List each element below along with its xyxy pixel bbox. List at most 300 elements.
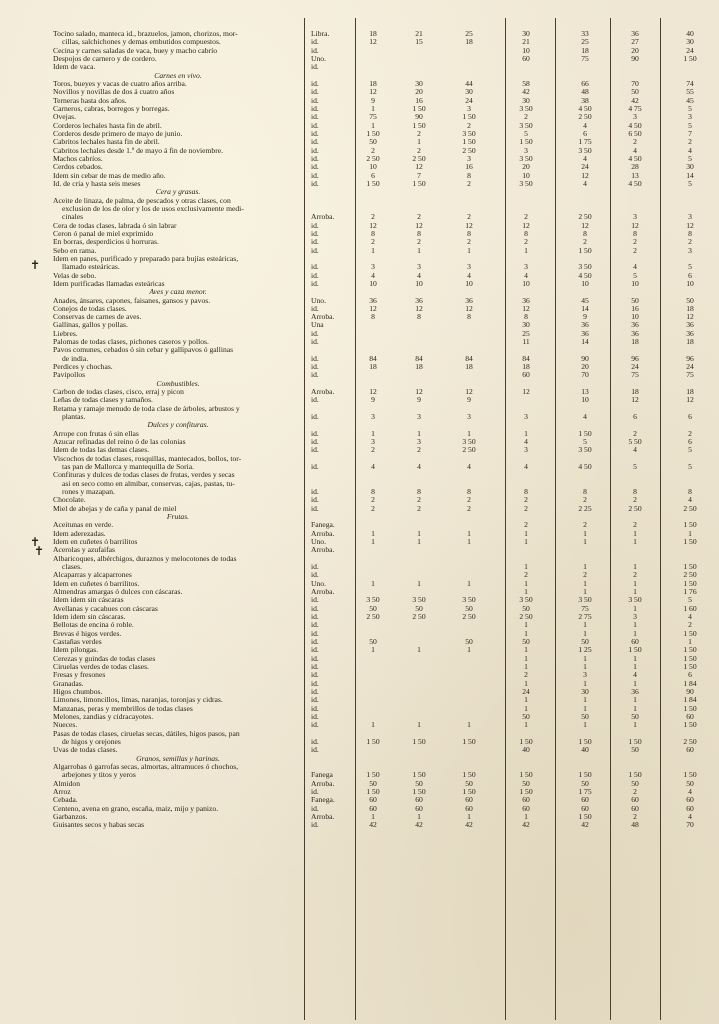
price-cell: 75	[581, 603, 589, 613]
price-cell: 2	[371, 495, 375, 505]
unit-cell: id.	[311, 686, 319, 696]
table-row	[0, 721, 719, 729]
price-cell: 3	[417, 437, 421, 447]
item-label: Pavos comunes, cebados ó sin cebar y gallipavos ó gallinas	[53, 346, 234, 355]
price-cell: 6	[688, 437, 692, 447]
table-row	[0, 680, 719, 688]
item-label: Ceron ó panal de miel exprimido	[53, 229, 154, 238]
price-cell: 1	[524, 628, 528, 638]
table-row	[0, 821, 719, 829]
price-cell: 60	[686, 711, 694, 721]
unit-cell: id.	[311, 495, 319, 505]
price-cell: 25	[581, 37, 589, 47]
price-cell: 48	[631, 820, 639, 830]
unit-cell: Arroba.	[311, 586, 335, 596]
item-label: Idem purificadas llamadas esteáricas	[53, 279, 165, 288]
table-row	[0, 738, 719, 746]
price-cell: 2 50	[578, 112, 592, 122]
unit-cell: id.	[311, 137, 319, 147]
price-cell: 6	[688, 270, 692, 280]
item-label: de india.	[62, 354, 89, 363]
price-cell: 36	[686, 328, 694, 338]
price-cell: 3 50	[412, 595, 426, 605]
item-label: Idem de vaca.	[53, 63, 96, 72]
price-cell: 1	[688, 636, 692, 646]
price-cell: 2	[371, 237, 375, 247]
price-cell: 1 50	[683, 645, 697, 655]
price-cell: 2	[583, 495, 587, 505]
price-cell: 12	[415, 303, 423, 313]
table-row	[0, 713, 719, 721]
price-cell: 4 50	[578, 103, 592, 113]
item-label: Granadas.	[53, 679, 84, 688]
price-cell: 3 50	[519, 120, 533, 130]
table-row	[0, 571, 719, 579]
price-cell: 1	[583, 578, 587, 588]
table-row	[0, 413, 719, 421]
unit-cell: id.	[311, 220, 319, 230]
section-heading	[0, 755, 719, 763]
price-cell: 4	[688, 786, 692, 796]
item-label: Corderos desde primero de mayo de junio.	[53, 129, 183, 138]
price-cell: 4	[633, 262, 637, 272]
price-cell: 12	[415, 220, 423, 230]
price-cell: 60	[686, 745, 694, 755]
price-cell: 2	[688, 137, 692, 147]
price-cell: 1 50	[462, 137, 476, 147]
price-cell: 2	[524, 212, 528, 222]
price-cell: 1	[417, 137, 421, 147]
price-cell: 90	[686, 686, 694, 696]
price-cell: 60	[465, 795, 473, 805]
price-cell: 1	[633, 578, 637, 588]
table-row	[0, 521, 719, 529]
item-label: Carneros, cabras, borregos y borregas.	[53, 104, 170, 113]
item-label: Idem en panes, purificado y preparado para bujías esteáricas,	[53, 254, 239, 263]
price-cell: 4	[371, 270, 375, 280]
price-cell: 30	[522, 320, 530, 330]
section-title: Aves y caza menor.	[149, 288, 207, 297]
unit-cell: id.	[311, 278, 319, 288]
price-cell: 25	[465, 29, 473, 38]
price-cell: 1	[524, 661, 528, 671]
price-cell: 1 50	[628, 736, 642, 746]
price-cell: 36	[686, 320, 694, 330]
item-label: rones y mazapan.	[62, 488, 115, 497]
table-row	[0, 105, 719, 113]
price-cell: 8	[371, 312, 375, 322]
price-cell: 18	[465, 362, 473, 372]
item-label: Tocino salado, manteca id., brazuelos, jamon, chorizos, mor-	[53, 30, 238, 38]
item-label: Cerdos cebados.	[53, 163, 103, 172]
table-row	[0, 663, 719, 671]
price-cell: 30	[415, 78, 423, 88]
unit-cell: id.	[311, 661, 319, 671]
item-label: Liebres.	[53, 329, 78, 338]
price-cell: 50	[581, 711, 589, 721]
unit-cell: Arroba.	[311, 387, 335, 397]
item-label: Idem idem sin cáscaras	[53, 596, 124, 605]
price-cell: 8	[467, 170, 471, 180]
price-cell: 1	[524, 653, 528, 663]
price-cell: 12	[631, 220, 639, 230]
price-cell: 1	[524, 562, 528, 571]
price-cell: 1 50	[412, 103, 426, 113]
item-label: Alcaparras y alcaparrones	[53, 571, 132, 580]
unit-cell: id.	[311, 562, 319, 571]
price-cell: 4 50	[628, 120, 642, 130]
price-cell: 5	[633, 270, 637, 280]
price-cell: 2	[633, 570, 637, 580]
table-row	[0, 538, 719, 546]
unit-cell: Uno.	[311, 578, 326, 588]
price-cell: 96	[686, 353, 694, 363]
price-cell: 24	[581, 162, 589, 172]
price-cell: 2 50	[683, 736, 697, 746]
item-label: Velas de sebo.	[53, 271, 97, 280]
item-label: Higos chumbos.	[53, 687, 103, 696]
price-cell: 1	[633, 528, 637, 538]
price-cell: 1	[371, 811, 375, 821]
price-cell: 1 50	[683, 53, 697, 63]
price-cell: 16	[631, 303, 639, 313]
item-label: Cabritos lechales hasta fin de abril.	[53, 138, 160, 147]
item-label: Toros, bueyes y vacas de cuatro años arriba.	[53, 79, 187, 88]
item-label: Idem en cuñetes ó barrilitos.	[53, 579, 140, 588]
price-cell: 60	[415, 795, 423, 805]
price-cell: 30	[522, 29, 530, 38]
price-cell: 8	[371, 487, 375, 497]
price-cell: 2	[371, 503, 375, 513]
price-cell: 12	[465, 387, 473, 397]
price-cell: 1	[524, 703, 528, 713]
price-cell: 1	[583, 528, 587, 538]
item-label: Castañas verdes	[53, 637, 102, 646]
price-cell: 2 50	[462, 611, 476, 621]
price-cell: 5	[688, 595, 692, 605]
price-cell: 12	[369, 387, 377, 397]
table-row	[0, 338, 719, 346]
price-cell: 4	[688, 145, 692, 155]
unit-cell: id.	[311, 120, 319, 130]
price-cell: 8	[524, 487, 528, 497]
price-cell: 1	[524, 578, 528, 588]
price-cell: 1 50	[519, 770, 533, 780]
price-cell: 33	[581, 29, 589, 38]
item-label: Uvas de todas clases.	[53, 746, 118, 755]
price-cell: 5	[583, 437, 587, 447]
table-row	[0, 596, 719, 604]
price-cell: 74	[686, 78, 694, 88]
price-cell: 1	[417, 537, 421, 547]
table-row	[0, 88, 719, 96]
price-cell: 30	[522, 95, 530, 105]
section-heading	[0, 288, 719, 296]
item-label: Gallinas, gallos y pollas.	[53, 321, 128, 330]
price-cell: 2 50	[628, 503, 642, 513]
unit-cell: id.	[311, 611, 319, 621]
price-cell: 1	[583, 586, 587, 596]
price-cell: 2 50	[683, 570, 697, 580]
item-label: Sebo en rama.	[53, 246, 97, 255]
table-row	[0, 122, 719, 130]
price-cell: 3 50	[366, 595, 380, 605]
price-cell: 45	[581, 295, 589, 305]
price-cell: 50	[522, 636, 530, 646]
unit-cell: Uno.	[311, 537, 326, 547]
price-cell: 3	[524, 412, 528, 422]
price-cell: 50	[522, 603, 530, 613]
item-label: Retama y ramaje menudo de toda clase de árboles, arbustos y	[53, 404, 240, 413]
price-cell: 1 50	[683, 653, 697, 663]
price-cell: 9	[583, 312, 587, 322]
price-cell: 2	[417, 237, 421, 247]
price-cell: 2	[371, 145, 375, 155]
unit-cell: Fanega.	[311, 520, 335, 530]
price-cell: 2	[524, 520, 528, 530]
price-cell: 4	[524, 462, 528, 472]
price-cell: 30	[686, 37, 694, 47]
price-cell: 38	[581, 95, 589, 105]
price-cell: 1	[524, 645, 528, 655]
unit-cell: id.	[311, 462, 319, 472]
price-cell: 60	[686, 803, 694, 813]
price-cell: 8	[417, 228, 421, 238]
unit-cell: id.	[311, 87, 319, 97]
price-cell: 3 50	[628, 595, 642, 605]
item-label: exclusion de los de olor y los de usos exclusivamente medi-	[62, 204, 244, 213]
unit-cell: id.	[311, 595, 319, 605]
price-cell: 2	[417, 495, 421, 505]
price-cell: 1	[371, 103, 375, 113]
unit-cell: id.	[311, 112, 319, 122]
price-cell: 50	[581, 636, 589, 646]
table-row	[0, 763, 719, 771]
price-cell: 4 50	[578, 462, 592, 472]
item-label: Carbon de todas clases, cisco, erraj y picon	[53, 388, 184, 397]
unit-cell: id.	[311, 711, 319, 721]
price-cell: 3 50	[462, 128, 476, 138]
price-cell: 60	[522, 795, 530, 805]
price-cell: 66	[581, 78, 589, 88]
price-cell: 1 60	[683, 603, 697, 613]
price-cell: 60	[522, 803, 530, 813]
price-cell: 1 50	[519, 137, 533, 147]
table-row	[0, 147, 719, 155]
price-cell: 3	[688, 212, 692, 222]
item-label: clases.	[62, 563, 83, 571]
price-cell: 50	[686, 295, 694, 305]
price-cell: 1 50	[628, 770, 642, 780]
price-cell: 24	[686, 362, 694, 372]
price-cell: 16	[465, 162, 473, 172]
unit-cell: id.	[311, 337, 319, 347]
price-cell: 14	[686, 170, 694, 180]
price-cell: 1 50	[412, 770, 426, 780]
price-cell: 1	[524, 428, 528, 438]
price-cell: 6	[583, 128, 587, 138]
price-cell: 5	[688, 103, 692, 113]
unit-cell: id.	[311, 820, 319, 830]
price-cell: 75	[686, 370, 694, 380]
unit-cell: id.	[311, 395, 319, 405]
price-cell: 1	[583, 562, 587, 571]
price-cell: 4	[688, 611, 692, 621]
price-cell: 2	[524, 237, 528, 247]
price-cell: 12	[415, 162, 423, 172]
price-cell: 9	[467, 395, 471, 405]
price-cell: 3 50	[519, 595, 533, 605]
table-row	[0, 222, 719, 230]
price-cell: 42	[631, 95, 639, 105]
price-cell: 1	[633, 586, 637, 596]
price-cell: 10	[465, 278, 473, 288]
unit-cell: id.	[311, 437, 319, 447]
price-cell: 2	[417, 445, 421, 455]
price-cell: 1	[371, 537, 375, 547]
price-cell: 1 50	[578, 770, 592, 780]
price-cell: 12	[369, 220, 377, 230]
price-cell: 3	[524, 445, 528, 455]
unit-cell: id.	[311, 412, 319, 422]
item-label: Algarrobas ó garrofas secas, almortas, altramuces ó chochos,	[53, 762, 239, 771]
table-row	[0, 805, 719, 813]
price-cell: 4	[417, 270, 421, 280]
price-cell: 10	[581, 395, 589, 405]
price-cell: 28	[631, 162, 639, 172]
price-cell: 4	[583, 120, 587, 130]
item-label: Brevas é higos verdes.	[53, 629, 122, 638]
price-cell: 13	[631, 170, 639, 180]
price-cell: 10	[522, 170, 530, 180]
price-cell: 1	[524, 528, 528, 538]
price-cell: 1	[583, 628, 587, 638]
price-cell: 4 50	[628, 153, 642, 163]
item-label: Palomas de todas clases, pichones caseros y pollos.	[53, 338, 209, 347]
item-label: Id. de cria y hasta seis meses	[53, 179, 141, 188]
price-cell: 2	[583, 237, 587, 247]
price-cell: 60	[369, 803, 377, 813]
price-cell: 2	[633, 137, 637, 147]
price-cell: 2	[467, 120, 471, 130]
table-row	[0, 505, 719, 513]
unit-cell: id.	[311, 145, 319, 155]
price-cell: 1	[371, 720, 375, 730]
price-cell: 4	[417, 462, 421, 472]
table-row	[0, 471, 719, 479]
item-label: cinales	[62, 213, 84, 222]
price-cell: 8	[633, 228, 637, 238]
price-cell: 3 50	[578, 595, 592, 605]
unit-cell: id.	[311, 720, 319, 730]
unit-cell: id.	[311, 670, 319, 680]
price-cell: 60	[581, 795, 589, 805]
table-row	[0, 813, 719, 821]
price-cell: 12	[686, 395, 694, 405]
price-cell: 50	[522, 711, 530, 721]
price-cell: 5	[688, 178, 692, 188]
price-cell: 1 50	[683, 578, 697, 588]
price-cell: 1 84	[683, 678, 697, 688]
price-cell: 4	[633, 145, 637, 155]
price-cell: 20	[581, 362, 589, 372]
price-cell: 1	[417, 720, 421, 730]
price-cell: 4	[583, 153, 587, 163]
table-row	[0, 355, 719, 363]
unit-cell: Arroba.	[311, 778, 335, 788]
price-cell: 1 50	[462, 770, 476, 780]
price-cell: 1 50	[683, 537, 697, 547]
price-cell: 11	[522, 337, 530, 347]
price-cell: 1 50	[412, 736, 426, 746]
table-row	[0, 172, 719, 180]
price-cell: 1	[633, 703, 637, 713]
price-cell: 12	[369, 303, 377, 313]
price-cell: 84	[369, 353, 377, 363]
unit-cell: id.	[311, 703, 319, 713]
price-cell: 36	[369, 295, 377, 305]
item-label: Bellotas de encina ó roble.	[53, 621, 134, 630]
price-cell: 12	[581, 170, 589, 180]
price-cell: 1	[583, 703, 587, 713]
unit-cell: id.	[311, 645, 319, 655]
price-cell: 8	[417, 312, 421, 322]
price-cell: 1 50	[462, 112, 476, 122]
table-row	[0, 396, 719, 404]
item-label: Azucar refinadas del reino ó de las colonias	[53, 438, 186, 447]
item-label: Arroz	[53, 787, 71, 796]
item-label: Ciruelas verdes de todas clases.	[53, 662, 149, 671]
price-cell: 50	[369, 137, 377, 147]
unit-cell: id.	[311, 370, 319, 380]
unit-cell: id.	[311, 162, 319, 172]
price-cell: 58	[522, 78, 530, 88]
price-cell: 2 25	[578, 503, 592, 513]
price-cell: 4	[524, 270, 528, 280]
unit-cell: id.	[311, 228, 319, 238]
table-row	[0, 238, 719, 246]
price-cell: 4 50	[628, 178, 642, 188]
unit-cell: id.	[311, 653, 319, 663]
price-cell: 2 50	[366, 611, 380, 621]
price-cell: 90	[631, 53, 639, 63]
table-row	[0, 263, 719, 271]
price-cell: 3	[417, 412, 421, 422]
unit-cell: id.	[311, 128, 319, 138]
table-row	[0, 646, 719, 654]
price-cell: 36	[631, 320, 639, 330]
price-cell: 1 50	[628, 645, 642, 655]
price-cell: 2	[371, 212, 375, 222]
price-cell: 1	[633, 603, 637, 613]
table-row	[0, 213, 719, 221]
table-row	[0, 346, 719, 354]
unit-cell: id.	[311, 237, 319, 247]
price-cell: 8	[524, 312, 528, 322]
price-cell: 2	[633, 495, 637, 505]
table-row	[0, 80, 719, 88]
price-cell: 8	[371, 228, 375, 238]
section-heading	[0, 513, 719, 521]
price-cell: 1	[633, 653, 637, 663]
item-label: Cabritos lechales desde 1.º de mayo á fin de noviembre.	[53, 146, 223, 155]
unit-cell: id.	[311, 262, 319, 272]
unit-cell: id.	[311, 736, 319, 746]
table-row	[0, 546, 719, 554]
table-row	[0, 455, 719, 463]
unit-cell: id.	[311, 445, 319, 455]
table-row	[0, 788, 719, 796]
